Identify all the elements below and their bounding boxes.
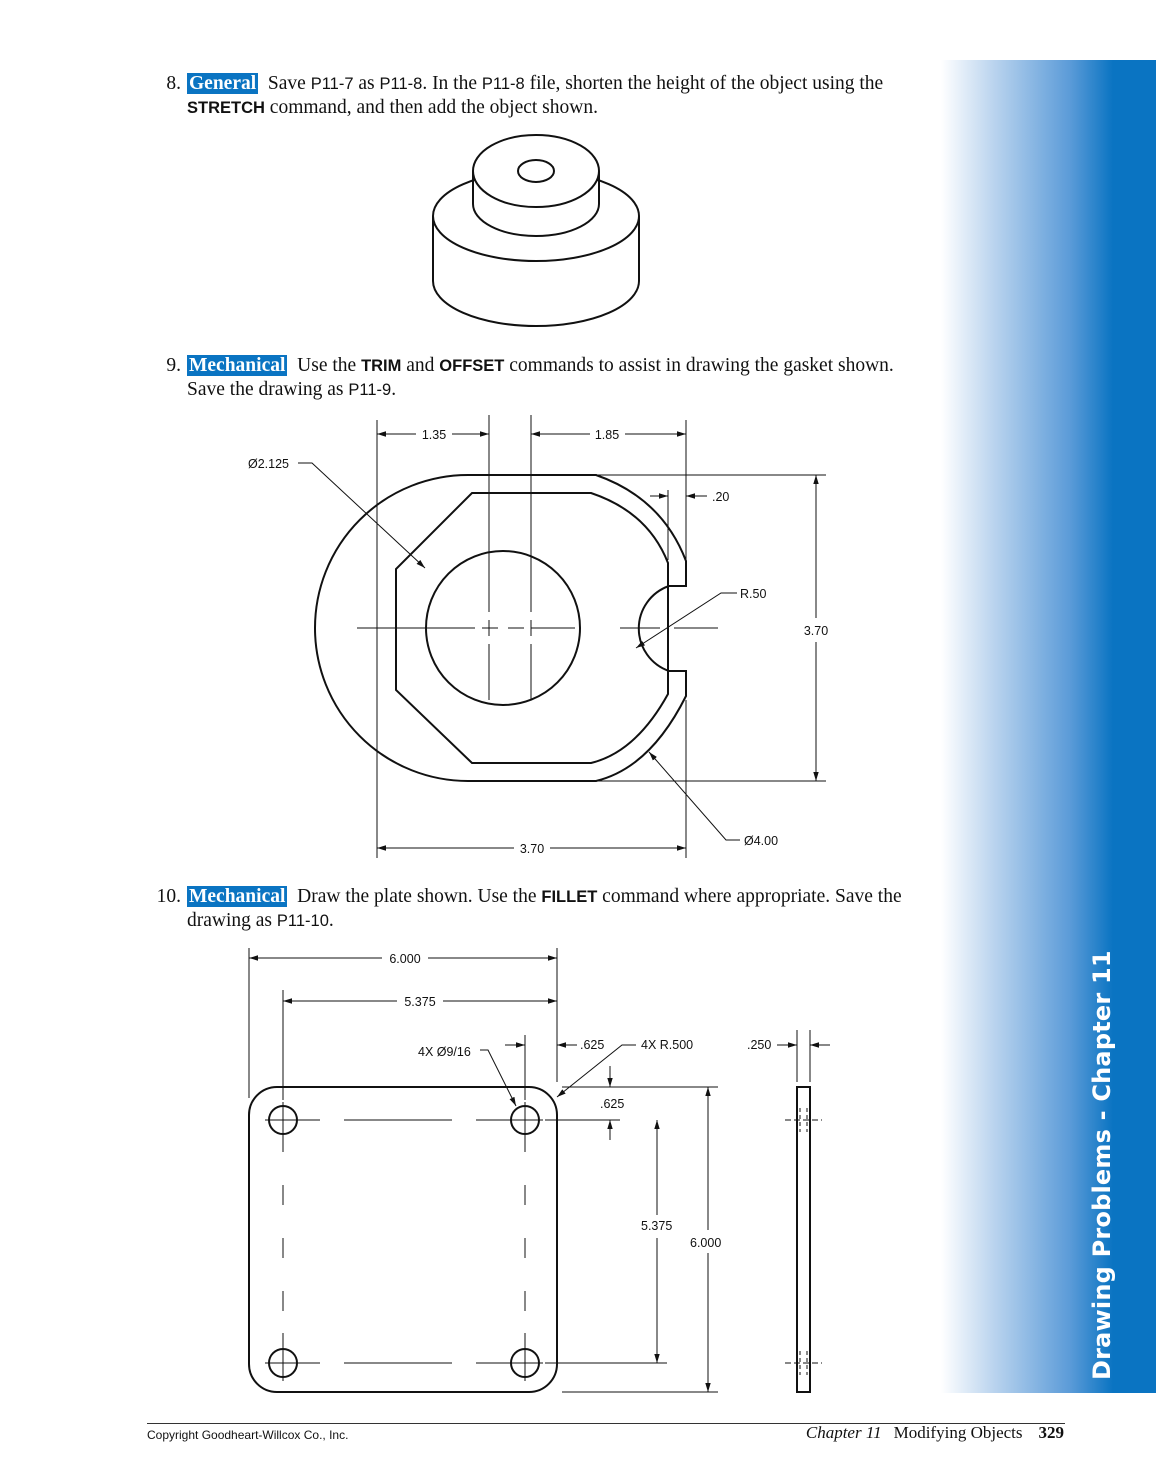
page-number: 329: [1038, 1423, 1064, 1442]
dim-hole-spacing-x: 5.375: [404, 995, 436, 1009]
problem-number: 9.: [166, 355, 181, 376]
problem-number: 10.: [156, 886, 181, 907]
dim-thickness: .250: [747, 1038, 772, 1052]
category-tag: Mechanical: [189, 886, 286, 907]
command-name: OFFSET: [439, 357, 505, 375]
copyright: Copyright Goodheart-Willcox Co., Inc.: [147, 1428, 349, 1442]
text-run: .: [328, 910, 334, 931]
dim-width: 3.70: [519, 842, 545, 856]
text-run: file, shorten the height of the object using the: [524, 73, 884, 94]
file-name: P11-8: [379, 75, 423, 93]
file-name: P11-7: [310, 75, 354, 93]
dim-hole-diameter: Ø2.125: [248, 457, 290, 471]
dim-radius: R.50: [740, 587, 767, 601]
file-name: P11-10: [276, 912, 329, 930]
command-name: TRIM: [361, 357, 402, 375]
dim-hole-spacing-y: 5.375: [641, 1219, 673, 1233]
running-footer: [806, 1423, 1064, 1443]
command-name: FILLET: [541, 888, 598, 906]
text-run: Save: [267, 73, 311, 94]
text-run: command, and then add the object shown.: [264, 97, 598, 118]
file-name: P11-8: [481, 75, 525, 93]
text-run: .: [391, 379, 397, 400]
sidebar-title: Drawing Problems - Chapter 11: [1088, 950, 1116, 1380]
dim-offset: .20: [712, 490, 730, 504]
dim-plate-height: 6.000: [690, 1236, 722, 1250]
dim-plate-width: 6.000: [389, 952, 421, 966]
file-name: P11-9: [348, 381, 392, 399]
problem-number: 8.: [166, 73, 181, 94]
chapter-title: Modifying Objects: [893, 1423, 1023, 1442]
command-name: STRETCH: [187, 99, 265, 117]
text-run: commands to assist in drawing the gasket shown. Save the drawing as: [187, 355, 894, 400]
chapter-sidebar: [941, 60, 1156, 1393]
dim-outer-diameter: Ø4.00: [744, 834, 779, 848]
dim-corner-radius: 4X R.500: [641, 1038, 694, 1052]
dim-height: 3.70: [803, 624, 829, 638]
dim-holes: 4X Ø9/16: [418, 1045, 471, 1059]
text-run: command where appropriate. Save the drawing as: [187, 886, 902, 931]
text-run: and: [401, 355, 440, 376]
category-tag: General: [189, 73, 257, 94]
category-tag: Mechanical: [189, 355, 286, 376]
text-run: . In the: [422, 73, 482, 94]
chapter-label: Chapter 11: [805, 1423, 882, 1442]
text-run: Use the: [297, 355, 362, 376]
dim-1-85: 1.85: [594, 428, 620, 442]
text-run: as: [353, 73, 380, 94]
text-run: Draw the plate shown. Use the: [297, 886, 542, 907]
dim-edge-y: .625: [600, 1097, 625, 1111]
dim-1-35: 1.35: [421, 428, 447, 442]
dim-edge-x: .625: [580, 1038, 605, 1052]
